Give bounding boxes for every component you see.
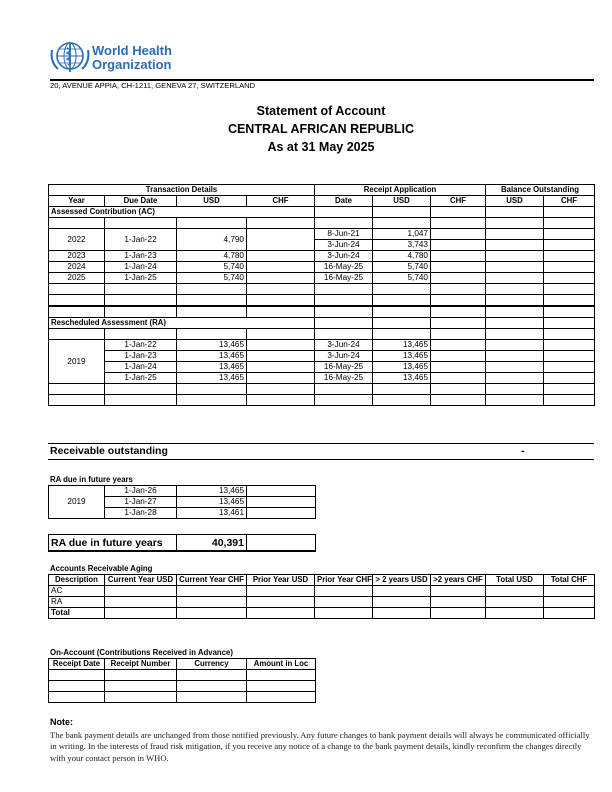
col-header: USD bbox=[486, 196, 544, 207]
ra-future-due: 1-Jan-26 bbox=[105, 486, 177, 497]
ac-year: 2022 bbox=[49, 229, 105, 251]
ra-due-date: 1-Jan-25 bbox=[105, 373, 177, 384]
ra-future-label: RA due in future years bbox=[50, 475, 133, 484]
section-row-ra bbox=[49, 318, 595, 329]
col-header: CHF bbox=[431, 196, 486, 207]
receipt-usd: 13,465 bbox=[373, 373, 431, 384]
receipt-date: 3-Jun-24 bbox=[315, 340, 373, 351]
group-header-transaction: Transaction Details bbox=[49, 185, 315, 196]
receipt-date: 16-May-25 bbox=[315, 262, 373, 273]
col-header: USD bbox=[373, 196, 431, 207]
on-account-header-row bbox=[49, 659, 316, 670]
org-address: 20, AVENUE APPIA, CH-1211, GENEVA 27, SWITZERLAND bbox=[50, 81, 256, 90]
note-text: The bank payment details are unchanged from those notified previously. Any future changes to bank payment details will always be communicated officially in writing. In the interests of fraud risk mitigation, if you receive any notice of a change to the bank payment details, kindly reconfirm the changes directly with your contact person in WHO. bbox=[50, 730, 590, 763]
org-name-line1: World Health bbox=[92, 43, 172, 58]
section-label-ra: Rescheduled Assessment (RA) bbox=[49, 318, 247, 329]
ra-future-table bbox=[48, 485, 316, 519]
table-row bbox=[49, 229, 595, 240]
aging-col-header: Prior Year CHF bbox=[315, 575, 373, 586]
table-row bbox=[49, 362, 595, 373]
ra-future-usd: 13,465 bbox=[177, 486, 247, 497]
ra-future-total-table bbox=[48, 534, 316, 552]
org-name-line2: Organization bbox=[92, 57, 172, 72]
receipt-usd: 13,465 bbox=[373, 362, 431, 373]
table-row bbox=[49, 373, 595, 384]
ra-usd: 13,465 bbox=[177, 362, 247, 373]
receipt-usd: 5,740 bbox=[373, 262, 431, 273]
group-header-row bbox=[49, 185, 595, 196]
ra-usd: 13,465 bbox=[177, 340, 247, 351]
on-account-table bbox=[48, 658, 316, 703]
ra-due-date: 1-Jan-23 bbox=[105, 351, 177, 362]
ra-future-due: 1-Jan-28 bbox=[105, 508, 177, 519]
title-line1: Statement of Account bbox=[256, 104, 386, 118]
table-row bbox=[49, 218, 595, 229]
col-header: Due Date bbox=[105, 196, 177, 207]
ra-future-total-label: RA due in future years bbox=[49, 535, 177, 552]
group-header-balance: Balance Outstanding bbox=[486, 185, 595, 196]
col-header: CHF bbox=[544, 196, 595, 207]
ac-due-date: 1-Jan-23 bbox=[105, 251, 177, 262]
main-statement-table bbox=[48, 184, 595, 406]
col-header: Date bbox=[315, 196, 373, 207]
who-emblem-icon bbox=[50, 40, 90, 74]
table-row bbox=[49, 586, 595, 597]
receipt-usd: 1,047 bbox=[373, 229, 431, 240]
aging-col-header: Prior Year USD bbox=[247, 575, 315, 586]
ac-due-date: 1-Jan-22 bbox=[105, 229, 177, 251]
table-row bbox=[49, 295, 595, 307]
table-row bbox=[49, 395, 595, 406]
table-row bbox=[49, 284, 595, 295]
receipt-usd: 13,465 bbox=[373, 340, 431, 351]
ra-future-total-value: 40,391 bbox=[177, 535, 247, 552]
aging-row-label: AC bbox=[49, 586, 105, 597]
table-row bbox=[49, 262, 595, 273]
aging-col-header: Description bbox=[49, 575, 105, 586]
ac-year: 2025 bbox=[49, 273, 105, 284]
receipt-date: 16-May-25 bbox=[315, 273, 373, 284]
section-label-ac: Assessed Contribution (AC) bbox=[49, 207, 247, 218]
title-line2: CENTRAL AFRICAN REPUBLIC bbox=[227, 122, 415, 136]
ra-usd: 13,465 bbox=[177, 351, 247, 362]
ra-due-date: 1-Jan-22 bbox=[105, 340, 177, 351]
col-header: Year bbox=[49, 196, 105, 207]
ac-year: 2024 bbox=[49, 262, 105, 273]
aging-col-header: Total USD bbox=[486, 575, 544, 586]
table-row bbox=[49, 306, 595, 318]
on-account-label: On-Account (Contributions Received in Advance) bbox=[50, 648, 233, 657]
receipt-date: 3-Jun-24 bbox=[315, 251, 373, 262]
ra-due-date: 1-Jan-24 bbox=[105, 362, 177, 373]
table-row bbox=[49, 340, 595, 351]
receipt-date: 3-Jun-24 bbox=[315, 240, 373, 251]
receipt-date: 3-Jun-24 bbox=[315, 351, 373, 362]
table-row bbox=[49, 251, 595, 262]
table-row bbox=[49, 486, 316, 497]
ra-future-usd: 13,461 bbox=[177, 508, 247, 519]
receipt-usd: 4,780 bbox=[373, 251, 431, 262]
receipt-usd: 3,743 bbox=[373, 240, 431, 251]
aging-col-header: Total CHF bbox=[544, 575, 595, 586]
aging-col-header: Current Year CHF bbox=[177, 575, 247, 586]
table-row bbox=[49, 597, 595, 608]
receipt-usd: 13,465 bbox=[373, 351, 431, 362]
table-row bbox=[49, 670, 316, 681]
ra-year: 2019 bbox=[49, 340, 105, 384]
who-logo bbox=[50, 40, 200, 74]
on-account-col-header: Receipt Number bbox=[105, 659, 177, 670]
ra-usd: 13,465 bbox=[177, 373, 247, 384]
on-account-col-header: Amount in Loc bbox=[247, 659, 316, 670]
receivable-outstanding-value: - bbox=[521, 445, 525, 457]
table-row bbox=[49, 608, 595, 619]
column-header-row bbox=[49, 196, 595, 207]
col-header: USD bbox=[177, 196, 247, 207]
aging-col-header: > 2 years USD bbox=[373, 575, 431, 586]
aging-row-label: Total bbox=[49, 608, 105, 619]
receivable-outstanding-label: Receivable outstanding bbox=[50, 445, 168, 457]
title-line3: As at 31 May 2025 bbox=[267, 140, 375, 154]
ra-future-year: 2019 bbox=[49, 486, 105, 519]
table-row bbox=[49, 692, 316, 703]
ac-due-date: 1-Jan-24 bbox=[105, 262, 177, 273]
receipt-date: 8-Jun-21 bbox=[315, 229, 373, 240]
aging-table bbox=[48, 574, 595, 619]
aging-label: Accounts Receivable Aging bbox=[50, 564, 153, 573]
ac-due-date: 1-Jan-25 bbox=[105, 273, 177, 284]
page-title bbox=[0, 102, 612, 156]
aging-header-row bbox=[49, 575, 595, 586]
receipt-usd: 5,740 bbox=[373, 273, 431, 284]
receipt-date: 16-May-25 bbox=[315, 373, 373, 384]
ac-year: 2023 bbox=[49, 251, 105, 262]
section-row-ac bbox=[49, 207, 595, 218]
group-header-receipt: Receipt Application bbox=[315, 185, 486, 196]
ra-future-usd: 13,465 bbox=[177, 497, 247, 508]
aging-row-label: RA bbox=[49, 597, 105, 608]
ra-future-total-row bbox=[49, 535, 316, 552]
table-row bbox=[49, 351, 595, 362]
note-label: Note: bbox=[50, 717, 73, 727]
aging-col-header: >2 years CHF bbox=[431, 575, 486, 586]
aging-col-header: Current Year USD bbox=[105, 575, 177, 586]
ac-usd: 4,780 bbox=[177, 251, 247, 262]
on-account-col-header: Receipt Date bbox=[49, 659, 105, 670]
table-row bbox=[49, 329, 595, 340]
on-account-col-header: Currency bbox=[177, 659, 247, 670]
table-row bbox=[49, 273, 595, 284]
table-row bbox=[49, 681, 316, 692]
ac-usd: 5,740 bbox=[177, 262, 247, 273]
receipt-date: 16-May-25 bbox=[315, 362, 373, 373]
ac-usd: 5,740 bbox=[177, 273, 247, 284]
col-header: CHF bbox=[247, 196, 315, 207]
ac-usd: 4,790 bbox=[177, 229, 247, 251]
receivable-outstanding-row bbox=[48, 443, 594, 460]
table-row bbox=[49, 384, 595, 395]
ra-future-due: 1-Jan-27 bbox=[105, 497, 177, 508]
